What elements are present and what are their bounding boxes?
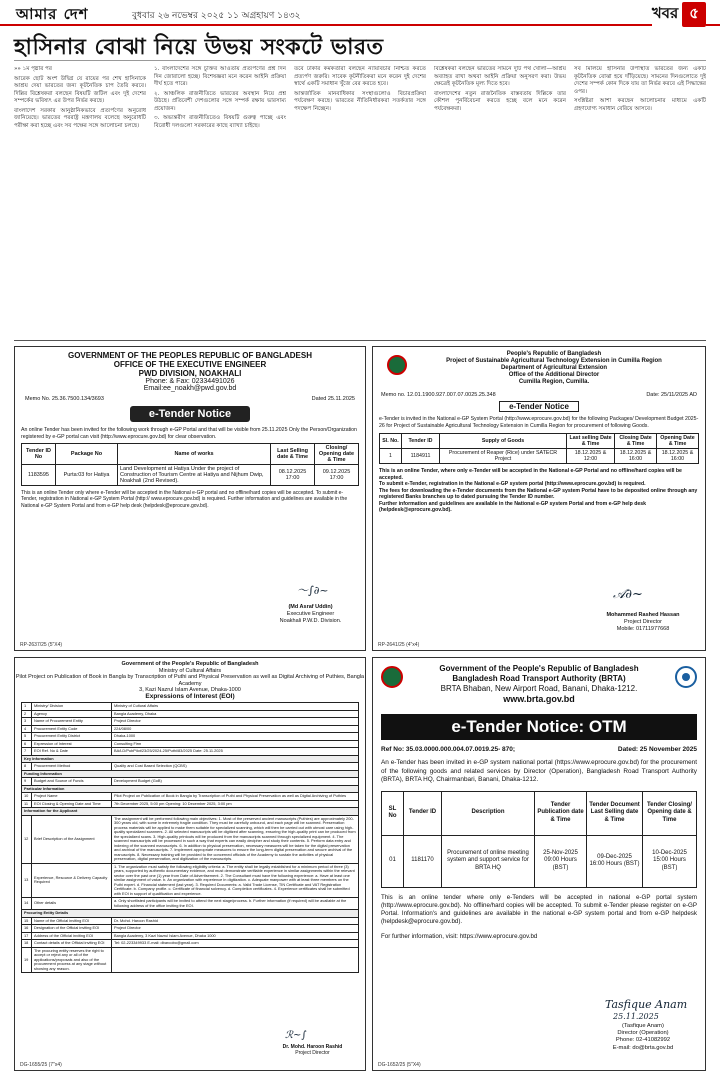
ad3-header [15, 658, 365, 700]
ad2-footer-line: This is an online Tender, where only e-Tender will be accepted in the National e-GP Portal and no offline/hard copies will be accepted. [379, 468, 682, 481]
ad2-table [379, 433, 699, 464]
ad1-header-line: GOVERNMENT OF THE PEOPLES REPUBLIC OF BANGLADESH [67, 351, 312, 360]
eoi-label: EOI Ref. No & Date [32, 748, 112, 756]
table-row [22, 733, 359, 741]
article-paragraph: তবে ঢাকার কর্মকর্তারা বলছেন ন্যায়বিচার নিশ্চিত করতে প্রত্যর্পণ জরুরি। সাবেক কূটনীতিকরা মনে করেন দুই দেশের স্বার্থে একটি সমাধান খুঁজে বের করতে হবে। [294, 66, 426, 87]
eoi-sl: 1 [22, 703, 32, 711]
eoi-value: Dhaka-1000 [112, 733, 359, 741]
ad2-col-header: Supply of Goods [440, 434, 567, 449]
ad1-title: e-Tender Notice [130, 406, 250, 422]
eoi-value: Project Director [112, 718, 359, 726]
article-headline: হাসিনার বোঝা নিয়ে উভয় সংকটে ভারত [14, 35, 384, 60]
ad2-col-header: Last selling Date & Time [567, 434, 615, 449]
eoi-sl: 13 [22, 863, 32, 898]
ad2-header [373, 347, 705, 386]
ad2-signer-title: Project Director [624, 619, 662, 625]
table-row [22, 770, 359, 778]
page-number: ৫ [682, 2, 706, 27]
eoi-value: Tel: 02-223349933 E-mail: dbaroobo@gmail.com [112, 940, 359, 948]
ad1-table [21, 443, 359, 486]
ad3-signature: ℛ~∫ [285, 1030, 307, 1041]
article-divider [14, 340, 706, 341]
eoi-sl: 3 [22, 718, 32, 726]
eoi-value: Ministry of Cultural Affairs [112, 703, 359, 711]
eoi-section-heading: Information for the Applicant [22, 808, 359, 816]
eoi-sl: 14 [22, 898, 32, 910]
table-row [22, 815, 359, 863]
ad2-col-header: Tender ID [402, 434, 440, 449]
ad-brta [372, 657, 706, 1071]
eoi-label: Expression of Interest [32, 740, 112, 748]
ad2-header-line: Office of the Additional Director [508, 372, 600, 378]
table-row [22, 940, 359, 948]
ad1-table-header [22, 444, 359, 465]
table-row [22, 740, 359, 748]
table-row [22, 763, 359, 771]
table-row [22, 778, 359, 786]
ad1-header-line: Phone: & Fax: 02334491026 [145, 378, 235, 385]
ad1-cell: Purta:03 for Hatiya [56, 465, 118, 486]
ad2-header-line: Cumilla Region, Cumilla. [518, 379, 590, 385]
ad4-signer [587, 1023, 699, 1052]
eoi-sl: 17 [22, 932, 32, 940]
table-row [22, 863, 359, 898]
ad1-header-line: Email:ee_noakh@pwd.gov.bd [143, 385, 237, 392]
ad2-intro: e-Tender is invited in the National e-GP System Portal (http://www.eprocure.gov.bd) for the following Packages/ Development Budget 2025-26 for Project of Sustainable Agricultural Technology Extension in Cumilla Region for procurement of following Goods. [379, 416, 699, 429]
ad2-ref: RP-2641/25 (4"x4) [378, 642, 420, 648]
ad4-signer-name: (Tasfique Anam) [622, 1023, 664, 1029]
table-row [22, 793, 359, 801]
ad1-signer-title: Executive Engineer [286, 611, 335, 617]
table-row [22, 925, 359, 933]
ad1-header-line: OFFICE OF THE EXECUTIVE ENGINEER [113, 360, 267, 369]
eoi-label: The procuring entity reserves the right to accept or reject any or all of the applications/proposals and also of the procurement process at any stage without showing any reason. [32, 947, 112, 973]
ad3-signer-name: Dr. Mohd. Haroon Rashid [282, 1044, 343, 1050]
article-column [154, 66, 286, 336]
article-paragraph: আন্তর্জাতিক মানবাধিকার সংস্থাগুলোও বিচারপ্রক্রিয়া পর্যবেক্ষণ করছে। ভারতের নীতিনির্ধারকরা সতর্কতার সঙ্গে পদক্ষেপ নিচ্ছেন। [294, 90, 426, 112]
ad3-table [21, 702, 359, 973]
logo-text: আমার দেশ [16, 5, 89, 23]
ad2-col-header: Closing Date & Time [615, 434, 657, 449]
ad1-cell: Land Development at Hatiya Under the project of Construction of Tourism Centre at Hatiya and Nijhum Dwip, Noakhali (2nd Revised). [118, 465, 271, 486]
eoi-label: Project Name [32, 793, 112, 801]
eoi-value: 7th December 2025, 5:00 pm Opening: 10 December 2025, 3:00 pm [112, 800, 359, 808]
ad4-cell: 10-Dec-2025 15:00 Hours (BST) [643, 835, 697, 887]
article-paragraph: বাংলাদেশের নতুন রাজনৈতিক বাস্তবতায় দিল্লিকে তার কৌশল পুনর্বিবেচনা করতে হচ্ছে বলে মনে করেন পর্যবেক্ষকরা। [434, 90, 566, 112]
ad2-footer-line: Further information and guidelines are available in the National e-GP system Portal and from e-GP help desk (helpdesk@eprocure.gov.bd). [379, 500, 647, 513]
eoi-sl: 18 [22, 940, 32, 948]
ad2-footer [373, 464, 705, 518]
eoi-value [112, 947, 359, 973]
eoi-label: Budget and Source of Funds [32, 778, 112, 786]
bd-emblem-icon [387, 355, 407, 375]
eoi-label: Ministry/ Division [32, 703, 112, 711]
eoi-sl: 4 [22, 725, 32, 733]
bd-emblem-icon [381, 666, 403, 688]
ad3-table-wrap [15, 700, 365, 973]
ad1-col-header: Name of works [118, 444, 271, 465]
ad1-cell: 1183595 [22, 465, 56, 486]
eoi-section-heading: Key Information [22, 755, 359, 763]
eoi-label: Contact details of the Official inviting EOI [32, 940, 112, 948]
ad1-date: Dated 25.11.2025 [311, 396, 355, 402]
eoi-section-heading: Funding Information [22, 770, 359, 778]
table-row [22, 718, 359, 726]
eoi-sl: 10 [22, 793, 32, 801]
eoi-label: Address of the Official inviting EOI [32, 932, 112, 940]
eoi-value: Development Budget (GoB) [112, 778, 359, 786]
ad1-signer-office: Noakhali P.W.D. Division. [279, 618, 342, 624]
ad1-intro: An online Tender has been invited for the following work through e-GP Portal and that will be visible from 25.11.2025 Only the Person/Organization registered by e-GP portal can visit (http://www.eprocure.gov.bd) for clear observation. [21, 427, 357, 440]
ad1-memo: Memo No. 25.36.7500.134/3693 [25, 396, 104, 402]
newspaper-logo [16, 3, 89, 28]
eoi-sl: 6 [22, 740, 32, 748]
ad2-footer-line: To submit e-Tender, registration in the National e-GP system portal (http://www.eprocure.gov.bd) is required. [379, 481, 646, 487]
eoi-sl: 15 [22, 917, 32, 925]
ad4-ref: DG-1652/25 (5"X4) [378, 1062, 421, 1068]
ad1-col-header: Package No [56, 444, 118, 465]
table-row [22, 755, 359, 763]
ad1-signer [263, 604, 358, 625]
eoi-value: BA/LD/PubPilot/23/25/2024-25/Puthi/83/2025 Date: 25.11.2025 [112, 748, 359, 756]
ad4-table-header [382, 791, 697, 835]
article-paragraph: বাংলাদেশ সরকার আনুষ্ঠানিকভাবে প্রত্যর্পণের অনুরোধ জানিয়েছে। ভারতের পররাষ্ট্র মন্ত্রণালয় বলেছে অনুরোধটি পরীক্ষা করা হচ্ছে এবং সব পক্ষের সঙ্গে আলোচনা চলছে। [14, 107, 146, 129]
article-paragraph: ৩. অভ্যন্তরীণ রাজনীতিতেও বিষয়টি গুরুত্ব পাচ্ছে এবং বিরোধী দলগুলো সরকারের কাছে ব্যাখ্যা চাইছে। [154, 115, 286, 129]
ad2-date: Date: 25/11/2025 AD [646, 392, 697, 398]
ad4-further: For further information, visit: https://www.eprocure.gov.bd [381, 932, 538, 940]
eoi-sl: 2 [22, 710, 32, 718]
ad4-header-line: Government of the People's Republic of Bangladesh [439, 664, 639, 673]
ad3-signer [265, 1044, 360, 1056]
ad4-signature-date: 25.11.2025 [613, 1012, 659, 1021]
ad3-title: Expressions of Interest (EOI) [145, 692, 235, 700]
ad4-cell: 01 [382, 835, 404, 887]
ad2-signer-mobile: Mobile: 01711977668 [616, 626, 670, 632]
eoi-value: Dr. Mohd. Haroon Rashid [112, 917, 359, 925]
ad4-header [373, 658, 705, 704]
ad3-header-line: 3, Kazi Nazrul Islam Avenue, Dhaka-1000 [139, 687, 241, 693]
ad2-memo-row [373, 386, 705, 398]
ad-dae-cumilla [372, 346, 706, 651]
article-paragraph: সংশ্লিষ্টরা আশা করছেন আলোচনার মাধ্যমে একটি গ্রহণযোগ্য সমাধান বেরিয়ে আসবে। [574, 98, 706, 112]
ad1-header [15, 347, 365, 392]
article-paragraph: সব মিলিয়ে হাসিনার উপস্থিতি ভারতের জন্য একটি কূটনৈতিক বোঝা হয়ে দাঁড়িয়েছে। সামনের দিনগুলোতে দুই দেশের সম্পর্ক কোন দিকে যায় তা নির্ভর করবে এই সিদ্ধান্তের ওপর। [574, 66, 706, 95]
ad4-intro: An e-Tender has been invited in e-GP system national portal (https://www.eprocure.gov.bd) for the procurement of the following goods and related services by Director (Operation), Bangladesh Road Transport Authority (BRTA), BRTA HQ, Chairmanbari, Banani, Dhaka-1212. [381, 759, 697, 783]
ad1-signer-name: (Md Asraf Uddin) [288, 604, 333, 610]
eoi-value: The assignment will be performed following main objectives: 1. Most of the preserved ancient manuscripts (Puthies) are approximately 200-300 years old, with some in extremely fragile condition. They must be carefully unbound, and each page will be scanned. Preservation process materials will be applied to make them suitable for specialized scanning, which will then be carried out with utmost care using high-quality specialized scanners. 2. All selected manuscripts will be digitized after scanning, ensuring the high-quality print can be produced from the specialized scans. 3. High-quality printouts will be produced from the manuscripts scanned through specialized equipment. 4. The scanned manuscripts will be processed in such a way that experts can easily decipher and study their contents. 5. Perform data entry and indexing of the scanned manuscripts. 6. In addition to physical preservation, necessary measures will be taken for the digital preservation and archival of the manuscripts. 7. Implement appropriate measures to ensure the long-term digital preservation and secure archival of the manuscripts. 8. Necessary training will be provided to the concerned officials of the Academy to sustain the activities of physical preservation, digital preservation, and digitization of the manuscripts. [112, 815, 359, 863]
ad4-signer-email: E-mail: do@brta.gov.bd [612, 1044, 674, 1051]
ad4-signature: Tasfique Anam [605, 998, 688, 1011]
ad4-table-wrap [373, 791, 705, 888]
eoi-value: Pilot Project on Publication of Book in Bangla by Transcription of Puthi and Physical Preservation as well as Digital Archiving of Puthies [112, 793, 359, 801]
ad4-cell: Procurement of online meeting system and support service for BRTA HQ [442, 835, 535, 887]
table-row [22, 932, 359, 940]
eoi-sl: 12 [22, 815, 32, 863]
ad2-header-line: People's Republic of Bangladesh [506, 351, 602, 357]
article-column [14, 66, 146, 336]
ad4-signer-title: Director (Operation) [617, 1030, 669, 1037]
article-column [434, 66, 566, 336]
ad2-cell: 1 [380, 449, 402, 464]
eoi-value: Consulting Firm [112, 740, 359, 748]
eoi-sl: 5 [22, 733, 32, 741]
article-column [294, 66, 426, 336]
ad4-col-header: Tender Document Last Selling date & Time [587, 791, 643, 835]
eoi-value: a. Only shortlisted participants will be invited to attend the next stage/process. b. Further information (if required) will be available at the following address of the office inviting the EOI. [112, 898, 359, 910]
eoi-label: Name of Procurement Entity [32, 718, 112, 726]
masthead [0, 0, 720, 26]
headline-rule [14, 60, 706, 61]
eoi-value: 224/08/00 [112, 725, 359, 733]
eoi-label: Other details [32, 898, 112, 910]
article-paragraph: বিশ্লেষকরা বলছেন ভারতের সামনে দুটি পথ খোলা—আশ্রয় অব্যাহত রাখা অথবা আইনি প্রক্রিয়া অনুসরণ করা। উভয় ক্ষেত্রেই কূটনৈতিক মূল্য দিতে হবে। [434, 66, 566, 87]
table-row [22, 800, 359, 808]
ad2-signature: 𝒜∂~ [613, 587, 643, 602]
eoi-label: Brief Description of the Assignment [32, 815, 112, 863]
eoi-label: Procurement Entity District [32, 733, 112, 741]
eoi-section-heading: Procuring Entity Details [22, 910, 359, 918]
dateline: বুধবার ২৬ নভেম্বর ২০২৫ ১১ অগ্রহায়ণ ১৪৩২ [132, 11, 301, 21]
ad4-table [381, 791, 697, 888]
ad4-title: e-Tender Notice: OTM [381, 714, 697, 740]
table-row [22, 785, 359, 793]
ad2-title: e-Tender Notice [499, 401, 579, 412]
eoi-sl: 16 [22, 925, 32, 933]
ad2-table-header [380, 434, 699, 449]
ad1-col-header: Closing/ Opening date & Time [315, 444, 359, 465]
ad2-header-line: Department of Agricultural Extension [500, 365, 608, 371]
eoi-label: Procurement Entity Code [32, 725, 112, 733]
eoi-sl: 7 [22, 748, 32, 756]
ad1-memo-row [15, 392, 365, 402]
ad2-cell: 18.12.2025 & 12:00 [567, 449, 615, 464]
table-row [22, 710, 359, 718]
eoi-label: Procurement Method [32, 763, 112, 771]
article-paragraph: »» ১ম পৃষ্ঠার পর [14, 66, 52, 72]
article-paragraph: ২. আঞ্চলিক রাজনীতিতে ভারতের অবস্থান নিয়ে প্রশ্ন উঠছে। প্রতিবেশী দেশগুলোর সঙ্গে সম্পর্ক রক্ষায় ভারসাম্য প্রয়োজন। [154, 90, 286, 112]
ad3-signer-title: Project Director [295, 1050, 330, 1056]
table-row [22, 917, 359, 925]
ad2-signer [587, 612, 699, 633]
table-row [22, 808, 359, 816]
article-paragraph: আরেক ছোট অংশ উদ্বিগ্ন যে রায়ের পর শেখ হাসিনাকে আশ্রয় দেয়া ভারতের জন্য কূটনৈতিক চাপ তৈরি করবে। দিল্লির বিশ্লেষকরা বলছেন বিষয়টি জটিল এবং দুই দেশের সম্পর্কের ভবিষ্যৎ এর উপর নির্ভর করছে। [14, 75, 146, 104]
ad2-cell: 18.12.2025 & 16:00 [657, 449, 699, 464]
ad2-header-line: Project of Sustainable Agricultural Technology Extension in Cumilla Region [446, 358, 662, 364]
ad1-col-header: Tender ID No [22, 444, 56, 465]
section-name: খবর [651, 4, 679, 22]
ad4-date: Dated: 25 November 2025 [617, 746, 697, 753]
eoi-label: EOI Closing & Opening Date and Time [32, 800, 112, 808]
brta-logo-icon [675, 666, 697, 688]
eoi-sl: 11 [22, 800, 32, 808]
ad4-cell: 1181170 [404, 835, 442, 887]
ad4-col-header: Description [442, 791, 535, 835]
ad3-header-line: Government of the People's Republic of Bangladesh [121, 661, 259, 667]
ad1-header-line: PWD DIVISION, NOAKHALI [138, 369, 242, 378]
ad2-col-header: Sl. No. [380, 434, 402, 449]
eoi-section-heading: Particular Information [22, 785, 359, 793]
eoi-label: Name of the Official inviting EOI [32, 917, 112, 925]
ad4-cell: 25-Nov-2025 09:00 Hours (BST) [535, 835, 587, 887]
ad1-ref: RP-2637/25 (5"X4) [20, 642, 63, 648]
ad4-col-header: SL No [382, 791, 404, 835]
table-row [22, 910, 359, 918]
ad2-col-header: Opening Date & Time [657, 434, 699, 449]
ad3-header-line: Pilot Project on Publication of Book in Bangla by Transcription of Puthi and Physical Preservation as well as Digital Archiving of Puthies, Bangla Academy [15, 674, 365, 687]
ad4-footer: This is an online tender where only e-Tenders will be accepted in national e-GP portal system (http://www.eprocure.gov.bd). No offline/hard copies will be accepted. To submit e-Tender please register on e-GP Portal. Information's and guidelines are available in the national e-GP system portal and from e-GP helpdesk (helpdesk@eprocure.gov.bd). [381, 893, 697, 926]
ad4-website: www.brta.gov.bd [503, 694, 575, 704]
eoi-value: Bangla Academy, Dhaka [112, 710, 359, 718]
ad2-memo: Memo no. 12.01.1900.927.007.07.0025.25.348 [381, 392, 496, 398]
table-row [22, 748, 359, 756]
eoi-value: Bangla Academy, 3 Kazi Nazrul Islam Avenue, Dhaka 1000 [112, 932, 359, 940]
table-row [22, 898, 359, 910]
ad2-cell: Procurement of Reaper (Rice) under SATECR Project [440, 449, 567, 464]
table-row [22, 725, 359, 733]
table-row [22, 703, 359, 711]
eoi-label: Designation of the Official inviting EOI [32, 925, 112, 933]
ad1-signature: 〜∫∂~ [297, 584, 329, 597]
eoi-sl: 19 [22, 947, 32, 973]
table-row [22, 465, 359, 486]
ad4-ref-row [373, 740, 705, 753]
table-row [22, 947, 359, 973]
eoi-sl: 8 [22, 763, 32, 771]
ad1-col-header: Last Selling date & Time [271, 444, 315, 465]
table-row [380, 449, 699, 464]
ad4-col-header: Tender Publication date & Time [535, 791, 587, 835]
ad2-cell: 18.12.2025 & 16:00 [615, 449, 657, 464]
ad-bangla-academy-eoi [14, 657, 366, 1071]
section-label [652, 2, 706, 27]
ad2-cell: 1184911 [402, 449, 440, 464]
ad2-table-wrap [373, 433, 705, 464]
ad2-signer-name: Mohammed Rashed Hassan [606, 612, 680, 618]
eoi-label: Experience, Resource & Delivery Capacity Required [32, 863, 112, 898]
ad4-ref-no: Ref No: 35.03.0000.000.004.07.0019.25- 870; [381, 746, 516, 753]
eoi-value: 1. The organization must satisfy the following eligibility criteria: a. The entity shall be legally established for a minimum period of three (3) years, supported by authentic documentary evidence, and must demonstrate verifiable experience in similar assignments within the relevant sector over the past one (1) year from Date of Advertisement. 2. The Consultant must have the following experience: a. Have at least one similar assignment of value. b. An organization with experience in digitization. c. Adequate manpower with at least three members on the Puthi expert. d. Financial statement (last year). 3. Required Documents: a. Valid Trade License, TIN Certificate and VAT Registration Certificate. b. Company profile. c. Certificate of financial solvency. d. Completion certificates. 4. Experience certificates shall be submitted with EOI in support of qualification and experience. [112, 863, 359, 898]
ad3-ref: DG-1655/25 (7"x4) [20, 1062, 62, 1068]
article-paragraph: ১. বাংলাদেশের সঙ্গে চুক্তির আওতায় প্রত্যর্পণের প্রশ্ন দিন দিন জোরালো হচ্ছে। বিশেষজ্ঞরা মনে করেন আইনি প্রক্রিয়া দীর্ঘ হতে পারে। [154, 66, 286, 87]
ad1-table-wrap [15, 443, 365, 486]
ad1-cell: 09.12.2025 17:00 [315, 465, 359, 486]
article-column [574, 66, 706, 336]
ad4-header-line: BRTA Bhaban, New Airport Road, Banani, Dhaka-1212. [440, 684, 638, 693]
eoi-sl: 9 [22, 778, 32, 786]
ad-pwd-noakhali [14, 346, 366, 651]
ad1-footer: This is an online Tender only where e-Tender will be accepted in the National e-GP portal and no offline/hard copies will be accepted. To submit e-Tender, registration in National e-GP System Portal (http:// www.eprocure.gov.bd) is required. Further information and guidelines are available in the National e-GP System Portal and from e-GP help desk (helpdesk@eprocure.gov.bd). [21, 490, 348, 509]
ad4-header-line: Bangladesh Road Transport Authority (BRTA) [452, 674, 626, 683]
ad4-col-header: Tender ID [404, 791, 442, 835]
ad4-signer-phone: Phone: 02-41082992 [615, 1037, 671, 1044]
ad2-footer-line: The fees for downloading the e-Tender documents from the National e-GP system Portal have to be deposited online through any registered Banks branches up to dated pursuing the Tender ID number. [379, 487, 698, 500]
article-body [14, 66, 706, 336]
eoi-label: Agency [32, 710, 112, 718]
ad1-cell: 08.12.2025 17:00 [271, 465, 315, 486]
ad3-header-line: Ministry of Cultural Affairs [158, 667, 222, 674]
ad4-col-header: Tender Closing/ Opening date & Time [643, 791, 697, 835]
ad4-cell: 09-Dec-2025 16:00 Hours (BST) [587, 835, 643, 887]
table-row [382, 835, 697, 887]
eoi-value: Quality and Cost Based Selection (QCBS) [112, 763, 359, 771]
eoi-value: Project Director [112, 925, 359, 933]
